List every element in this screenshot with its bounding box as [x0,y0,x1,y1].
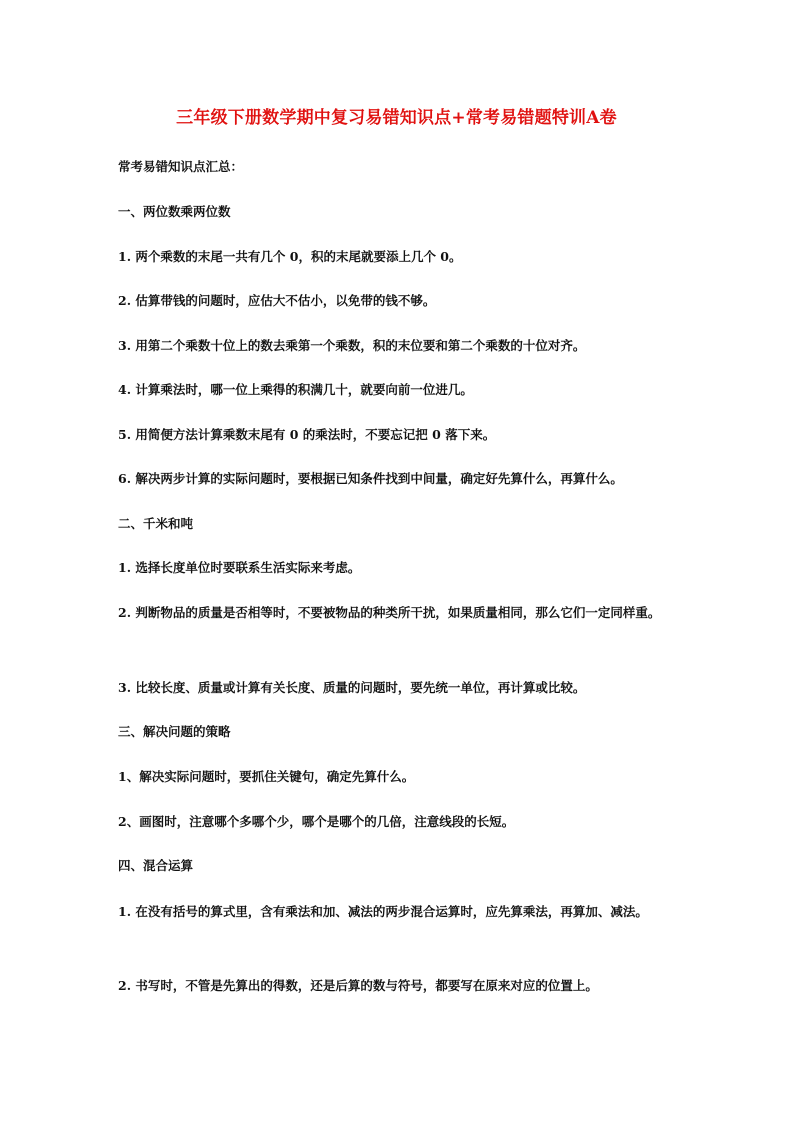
document-title: 三年级下册数学期中复习易错知识点+常考易错题特训A卷 [176,108,617,128]
section-4-item-2: 2. 书写时，不管是先算出的得数，还是后算的数与符号，都要写在原来对应的位置上。 [118,978,598,993]
section-heading-1: 一、两位数乘两位数 [118,204,231,219]
section-2-item-1: 1. 选择长度单位时要联系生活实际来考虑。 [118,560,361,575]
intro-text: 常考易错知识点汇总： [118,159,244,174]
section-4-item-1: 1. 在没有括号的算式里，含有乘法和加、减法的两步混合运算时，应先算乘法，再算加、减法。 [118,904,648,919]
section-heading-3: 三、解决问题的策略 [118,724,231,739]
section-1-item-3: 3. 用第二个乘数十位上的数去乘第一个乘数，积的末位要和第二个乘数的十位对齐。 [118,338,586,353]
section-heading-4: 四、混合运算 [118,858,194,873]
section-3-item-1: 1、解决实际问题时，要抓住关键句，确定先算什么。 [118,769,415,784]
section-1-item-2: 2. 估算带钱的问题时，应估大不估小，以免带的钱不够。 [118,293,436,308]
section-3-item-2: 2、画图时，注意哪个多哪个少，哪个是哪个的几倍，注意线段的长短。 [118,814,515,829]
section-1-item-4: 4. 计算乘法时，哪一位上乘得的积满几十，就要向前一位进几。 [118,382,473,397]
section-2-item-2: 2. 判断物品的质量是否相等时，不要被物品的种类所干扰，如果质量相同，那么它们一定同样重。 [118,605,661,620]
section-2-item-3: 3. 比较长度、质量或计算有关长度、质量的问题时，要先统一单位，再计算或比较。 [118,680,586,695]
section-heading-2: 二、千米和吨 [118,516,194,531]
section-1-item-1: 1. 两个乘数的末尾一共有几个 0，积的末尾就要添上几个 0。 [118,249,462,264]
section-1-item-6: 6. 解决两步计算的实际问题时，要根据已知条件找到中间量，确定好先算什么，再算什么。 [118,471,623,486]
section-1-item-5: 5. 用简便方法计算乘数末尾有 0 的乘法时，不要忘记把 0 落下来。 [118,427,496,442]
